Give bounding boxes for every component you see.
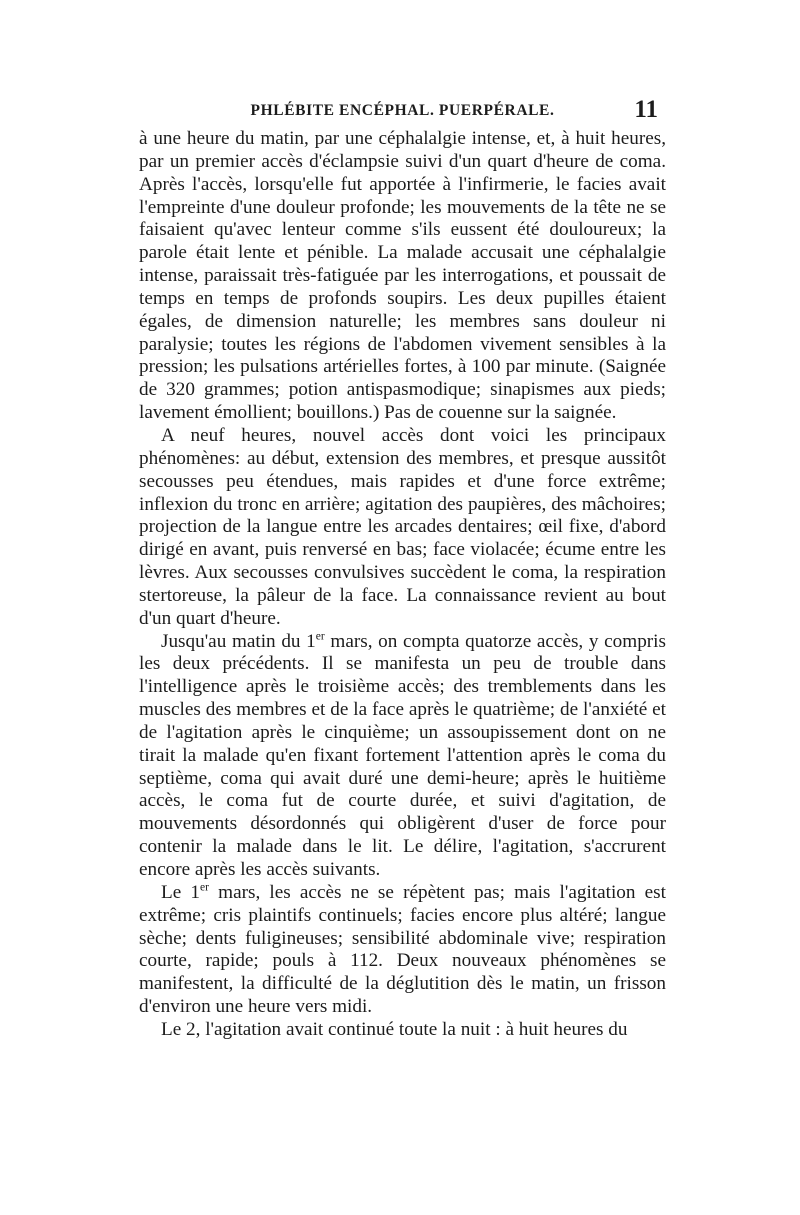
paragraph-text: mars, les accès ne se répètent pas; mais l'agitation est extrême; cris plaintifs continuels; facies encore plus altéré; langue sèche; dents fuligineuses; sensibilité abdominale vive; respiration courte, rapide; pouls à 112. Deux nouveaux phénomènes se manifestent, la difficulté de la déglutition dès le matin, un frisson d'environ une heure vers midi. bbox=[139, 881, 666, 1018]
paragraph-4 bbox=[139, 882, 666, 1019]
paragraph-text: Le 2, l'agitation avait continué toute la nuit : à huit heures du bbox=[161, 1018, 628, 1040]
body-text bbox=[139, 128, 666, 1042]
paragraph-text: Le 1 bbox=[161, 881, 201, 903]
paragraph-text: A neuf heures, nouvel accès dont voici les principaux phénomènes: au début, extension des membres, et presque aussitôt secousses peu étendues, mais rapides et d'une force extrême; inflexion du tronc en arrière; agitation des paupières, des mâchoires; projection de la langue entre les arcades dentaires; œil fixe, d'abord dirigé en avant, puis renversé en bas; face violacée; écume entre les lèvres. Aux secousses convulsives succèdent le coma, la respiration stertoreuse, la pâleur de la face. La connaissance revient au bout d'un quart d'heure. bbox=[139, 424, 666, 629]
paragraph-5 bbox=[139, 1019, 666, 1042]
paragraph-1 bbox=[139, 128, 666, 425]
book-page bbox=[139, 92, 666, 1042]
paragraph-text: mars, on compta quatorze accès, y compris les deux précédents. Il se manifesta un peu de trouble dans l'intelligence après le troisième accès; des tremblements dans les muscles des membres et de la face après le quatrième; de l'anxiété et de l'agitation après le cinquième; un assoupissement dont on ne tirait la malade qu'en fixant fortement l'attention après le coma du septième, coma qui avait duré une demi-heure; après le huitième accès, le coma fut de courte durée, et suivi d'agitation, de mouvements désordonnés qui obligèrent d'user de force pour contenir la malade dans le lit. Le délire, l'agitation, s'accrurent encore après les accès suivants. bbox=[139, 630, 666, 880]
page-number: 11 bbox=[634, 96, 658, 123]
paragraph-2 bbox=[139, 425, 666, 631]
ordinal-superscript: er bbox=[200, 881, 209, 894]
running-head bbox=[139, 92, 666, 126]
header-title: PHLÉBITE ENCÉPHAL. PUERPÉRALE. bbox=[250, 102, 555, 119]
paragraph-text: Jusqu'au matin du 1 bbox=[161, 630, 316, 652]
paragraph-text: à une heure du matin, par une céphalalgie intense, et, à huit heures, par un premier accès d'éclampsie suivi d'un quart d'heure de coma. Après l'accès, lorsqu'elle fut apportée à l'infirmerie, le facies avait l'empreinte d'une douleur profonde; les mouvements de la tête ne se faisaient qu'avec lenteur comme s'ils eussent été douloureux; la parole était lente et pénible. La malade accusait une céphalalgie intense, paraissait très-fatiguée par les interrogations, et poussait de temps en temps de profonds soupirs. Les deux pupilles étaient égales, de dimension naturelle; les membres sans douleur ni paralysie; toutes les régions de l'abdomen vivement sensibles à la pression; les pulsations artérielles fortes, à 100 par minute. (Saignée de 320 grammes; potion antispasmodique; sinapismes aux pieds; lavement émollient; bouillons.) Pas de couenne sur la saignée. bbox=[139, 128, 666, 424]
paragraph-3 bbox=[139, 631, 666, 882]
ordinal-superscript: er bbox=[315, 630, 325, 643]
